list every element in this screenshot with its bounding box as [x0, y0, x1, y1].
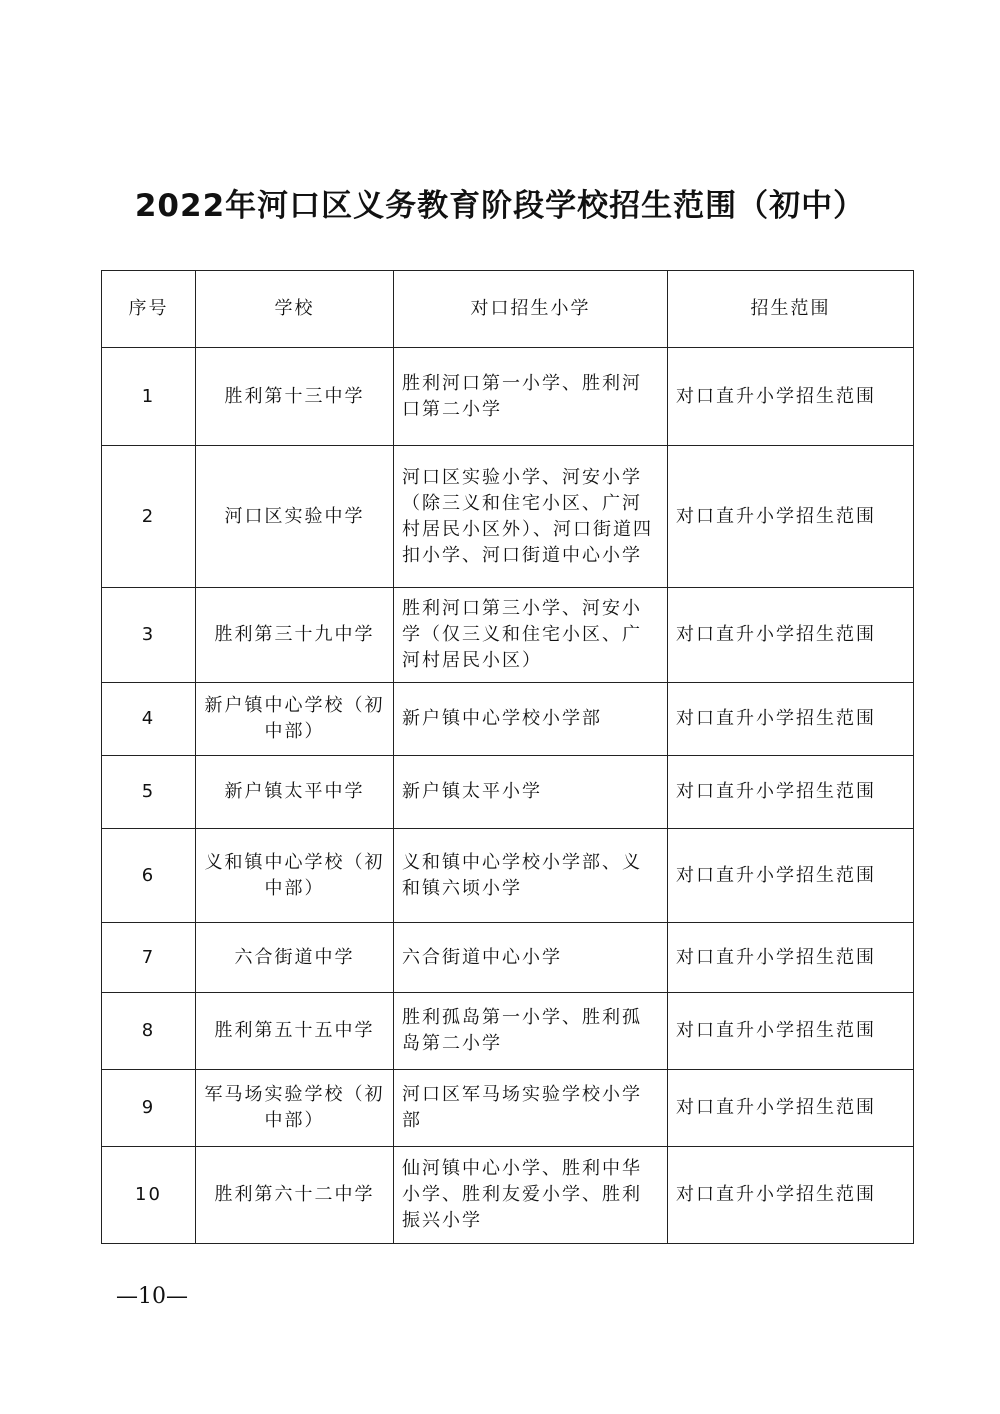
row-school: 新户镇中心学校（初中部）: [196, 683, 394, 756]
row-index: 2: [102, 446, 196, 588]
row-enrollment-scope: 对口直升小学招生范围: [668, 683, 914, 756]
table-row: [102, 829, 914, 923]
row-feeder-schools: 胜利孤岛第一小学、胜利孤岛第二小学: [394, 993, 668, 1070]
row-feeder-schools: 义和镇中心学校小学部、义和镇六顷小学: [394, 829, 668, 923]
row-feeder-schools: 胜利河口第一小学、胜利河口第二小学: [394, 348, 668, 446]
row-feeder-schools: 六合街道中心小学: [394, 923, 668, 993]
row-index: 5: [102, 756, 196, 829]
table-row: [102, 1070, 914, 1147]
row-index: 10: [102, 1147, 196, 1244]
row-enrollment-scope: 对口直升小学招生范围: [668, 348, 914, 446]
row-school: 新户镇太平中学: [196, 756, 394, 829]
row-index: 4: [102, 683, 196, 756]
row-school: 胜利第十三中学: [196, 348, 394, 446]
row-feeder-schools: 胜利河口第三小学、河安小学（仅三义和住宅小区、广河村居民小区）: [394, 588, 668, 683]
table-row: [102, 923, 914, 993]
row-index: 3: [102, 588, 196, 683]
row-feeder-schools: 新户镇中心学校小学部: [394, 683, 668, 756]
row-index: 1: [102, 348, 196, 446]
row-enrollment-scope: 对口直升小学招生范围: [668, 829, 914, 923]
header-index: 序号: [102, 271, 196, 348]
table-row: [102, 993, 914, 1070]
table-row: [102, 446, 914, 588]
row-index: 9: [102, 1070, 196, 1147]
row-enrollment-scope: 对口直升小学招生范围: [668, 993, 914, 1070]
row-school: 六合街道中学: [196, 923, 394, 993]
table-row: [102, 1147, 914, 1244]
row-school: 军马场实验学校（初中部）: [196, 1070, 394, 1147]
row-school: 胜利第六十二中学: [196, 1147, 394, 1244]
table-row: [102, 348, 914, 446]
row-school: 胜利第三十九中学: [196, 588, 394, 683]
header-enrollment-scope: 招生范围: [668, 271, 914, 348]
row-enrollment-scope: 对口直升小学招生范围: [668, 1070, 914, 1147]
row-school: 义和镇中心学校（初中部）: [196, 829, 394, 923]
row-school: 胜利第五十五中学: [196, 993, 394, 1070]
row-school: 河口区实验中学: [196, 446, 394, 588]
row-enrollment-scope: 对口直升小学招生范围: [668, 756, 914, 829]
row-enrollment-scope: 对口直升小学招生范围: [668, 1147, 914, 1244]
row-enrollment-scope: 对口直升小学招生范围: [668, 588, 914, 683]
table-row: [102, 588, 914, 683]
table-row: [102, 756, 914, 829]
row-index: 8: [102, 993, 196, 1070]
row-index: 7: [102, 923, 196, 993]
enrollment-table: [101, 270, 914, 1244]
row-feeder-schools: 新户镇太平小学: [394, 756, 668, 829]
page-number: —10—: [116, 1284, 188, 1309]
row-index: 6: [102, 829, 196, 923]
header-school: 学校: [196, 271, 394, 348]
header-feeder-schools: 对口招生小学: [394, 271, 668, 348]
row-feeder-schools: 仙河镇中心小学、胜利中华小学、胜利友爱小学、胜利振兴小学: [394, 1147, 668, 1244]
row-feeder-schools: 河口区军马场实验学校小学部: [394, 1070, 668, 1147]
row-feeder-schools: 河口区实验小学、河安小学（除三义和住宅小区、广河村居民小区外）、河口街道四扣小学、河口街道中心小学: [394, 446, 668, 588]
row-enrollment-scope: 对口直升小学招生范围: [668, 923, 914, 993]
page-title: 2022年河口区义务教育阶段学校招生范围（初中）: [134, 188, 866, 224]
row-enrollment-scope: 对口直升小学招生范围: [668, 446, 914, 588]
table-header-row: [102, 271, 914, 348]
table-row: [102, 683, 914, 756]
